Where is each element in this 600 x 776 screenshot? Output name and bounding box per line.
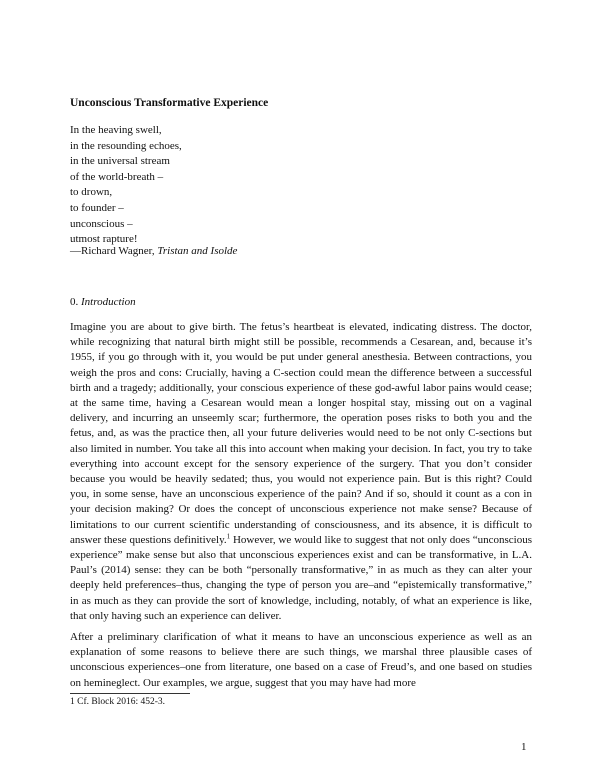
page-number: 1 <box>521 741 527 753</box>
poem-line: in the resounding echoes, <box>70 139 182 152</box>
section-heading <box>70 296 136 308</box>
section-name: Introduction <box>81 296 136 308</box>
paragraph-text: Imagine you are about to give birth. The fetus’s heartbeat is elevated, indicating distress. The doctor, while recognizing that natural birth might still be possible, recommends a Cesarean, and, because it’s 1955, if you go through with it, you would be put under general anesthesia. Between contractions, you weigh the pros and cons: Crucially, having a C-section could mean the difference between a successful birth and a tragedy; additionally, your conscious experience of these god-awful labor pains would cease; at the same time, having a Cesarean would mean a longer hospital stay, missing out on a vaginal delivery, and incurring an unseemly scar; furthermore, the operation poses risks to both you and the fetus, and, as was the practice then, all your future deliveries would need to be not only C-sections but also limited in number. You take all this into account when making your decision. In fact, you try to take everything into account except for the sensory experience of the surgery. That you don’t consider because you would be heavily sedated; thus, you would not experience pain. But is this right? Could you, in some sense, have an unconscious experience of the pain? And if so, should it count as a con in your decision making? Or does the concept of unconscious experience not make sense? Because of limitations to our current scientific understanding of consciousness, and its absence, it is difficult to answer these questions definitively. <box>70 321 532 546</box>
poem-line: unconscious – <box>70 217 133 230</box>
body-paragraph <box>70 320 532 624</box>
attribution-author: —Richard Wagner, <box>70 245 158 257</box>
poem-line: in the universal stream <box>70 155 170 168</box>
epigraph-poem <box>70 123 182 248</box>
footnote: 1 Cf. Block 2016: 452-3. <box>70 697 165 707</box>
paragraph-text: After a preliminary clarification of what it means to have an unconscious experience as well as an explanation of some reasons to believe there are such things, we marshal three plausible cases of unconscious experiences–one from literature, one based on a case of Freud’s, and one based on studies on hemineglect. Our examples, we argue, suggest that you may have had more <box>70 631 532 689</box>
epigraph-attribution <box>70 245 237 257</box>
section-number: 0. <box>70 296 81 308</box>
poem-line: of the world-breath – <box>70 170 164 183</box>
attribution-work: Tristan and Isolde <box>157 245 238 257</box>
footnote-reference[interactable]: 1 <box>226 532 231 541</box>
body-paragraph <box>70 630 532 691</box>
poem-line: utmost rapture! <box>70 233 138 246</box>
poem-line: In the heaving swell, <box>70 124 162 136</box>
poem-line: to founder – <box>70 201 124 214</box>
poem-line: to drown, <box>70 186 113 199</box>
document-title: Unconscious Transformative Experience <box>70 97 269 109</box>
paragraph-text: However, we would like to suggest that not only does “unconscious experience” make sense but also that unconscious experiences exist and can be transformative, in L.A. Paul’s (2014) sense: they can be both “personally transformative,” in as much as they can alter your deeply held preferences–thus, changing the type of person you are–and “epistemically transformative,” in as much as they can provide the sort of knowledge, including, notably, of what an experience is like, that only having such an experience can deliver. <box>70 533 532 622</box>
footnote-divider <box>70 693 190 694</box>
